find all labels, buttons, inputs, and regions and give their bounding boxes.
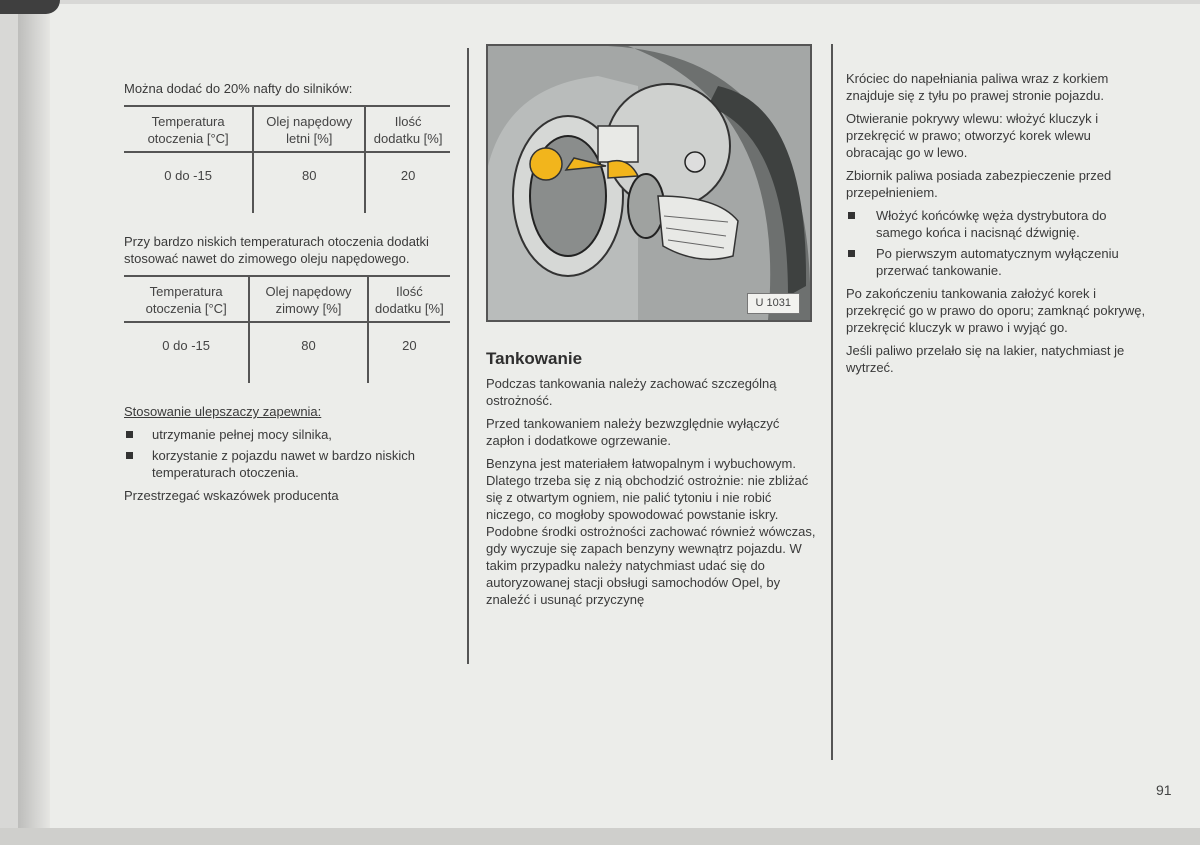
middle-column (486, 44, 816, 614)
table-cell-temperature: 0 do -15 (164, 168, 212, 183)
page-bottom-edge (0, 828, 1200, 845)
list-item: korzystanie z pojazdu nawet w bardzo niskich temperaturach otoczenia. (124, 447, 454, 481)
section-title: Tankowanie (486, 349, 583, 368)
table-header-additive: Ilość dodatku [%] (365, 106, 450, 152)
improvers-heading: Stosowanie ulepszaczy zapewnia: (124, 404, 322, 419)
table-cell-diesel: 80 (249, 322, 367, 383)
table-row (124, 322, 450, 383)
right-column (846, 70, 1146, 382)
paragraph: Przed tankowaniem należy bezwzględnie wyłączyć zapłon i dodatkowe ogrzewanie. (486, 416, 780, 448)
paragraph: Benzyna jest materiałem łatwopalnym i wybuchowym. Dlatego trzeba się z nią obchodzić ostrożnie: nie zbliżać się z otwartym ogniem, nie palić tytoniu i nie robić niczego, co mogłoby spowodować powstanie iskry. Podobne środki ostrożności zachować również wówczas, gdy wyczuje się zapach benzyny wewnątrz pojazdu. W takim przypadku należy natychmiast udać się do autoryzowanej stacji obsługi samochodów Opel, by znaleźć i usunąć przyczynę (486, 456, 816, 607)
illustration-code: U 1031 (747, 293, 800, 314)
summer-diesel-table (124, 105, 450, 213)
column-divider-right (831, 44, 833, 760)
table-header-temperature: Temperatura otoczenia [°C] (145, 284, 227, 316)
manufacturer-note: Przestrzegać wskazówek producenta (124, 488, 339, 503)
table-header-diesel: Olej napędowy letni [%] (253, 106, 365, 152)
list-item: Włożyć końcówkę węża dystrybutora do samego końca i nacisnąć dźwignię. (846, 207, 1146, 241)
refuel-steps-list (846, 207, 1146, 279)
page-number: 91 (1156, 782, 1172, 798)
paragraph: Po zakończeniu tankowania założyć korek i przekręcić go w prawo do oporu; zamknąć pokrywę, przekręcić kluczyk w prawo i wyjąć go. (846, 286, 1146, 335)
table-row (124, 152, 450, 213)
table-cell-additive: 20 (368, 322, 450, 383)
fuel-cap-drawing (488, 46, 810, 320)
column-divider-left (467, 48, 469, 664)
list-item: utrzymanie pełnej mocy silnika, (124, 426, 454, 443)
table-cell-diesel: 80 (253, 152, 365, 213)
page-corner-shadow (0, 0, 60, 14)
table-header-additive: Ilość dodatku [%] (368, 276, 450, 322)
list-item: Po pierwszym automatycznym wyłączeniu przerwać tankowanie. (846, 245, 1146, 279)
paragraph: Otwieranie pokrywy wlewu: włożyć kluczyk i przekręcić w prawo; otworzyć korek wlewu obracając go w lewo. (846, 111, 1099, 160)
table-cell-additive: 20 (365, 152, 450, 213)
table-header-diesel: Olej napędowy zimowy [%] (249, 276, 367, 322)
left-column (124, 80, 454, 510)
improvers-list (124, 426, 454, 481)
paragraph: Jeśli paliwo przelało się na lakier, natychmiast je wytrzeć. (846, 343, 1125, 375)
table-header-temperature: Temperatura otoczenia [°C] (147, 114, 229, 146)
kerosene-intro: Można dodać do 20% nafty do silników: (124, 81, 353, 96)
table-cell-temperature: 0 do -15 (162, 338, 210, 353)
winter-diesel-table (124, 275, 450, 383)
paragraph: Zbiornik paliwa posiada zabezpieczenie przed przepełnieniem. (846, 168, 1112, 200)
paragraph: Króciec do napełniania paliwa wraz z korkiem znajduje się z tyłu po prawej stronie pojazdu. (846, 71, 1109, 103)
paragraph: Podczas tankowania należy zachować szczególną ostrożność. (486, 376, 777, 408)
low-temp-paragraph: Przy bardzo niskich temperaturach otoczenia dodatki stosować nawet do zimowego oleju napędowego. (124, 234, 429, 266)
fuel-filler-illustration (486, 44, 812, 322)
book-spine (18, 10, 50, 830)
